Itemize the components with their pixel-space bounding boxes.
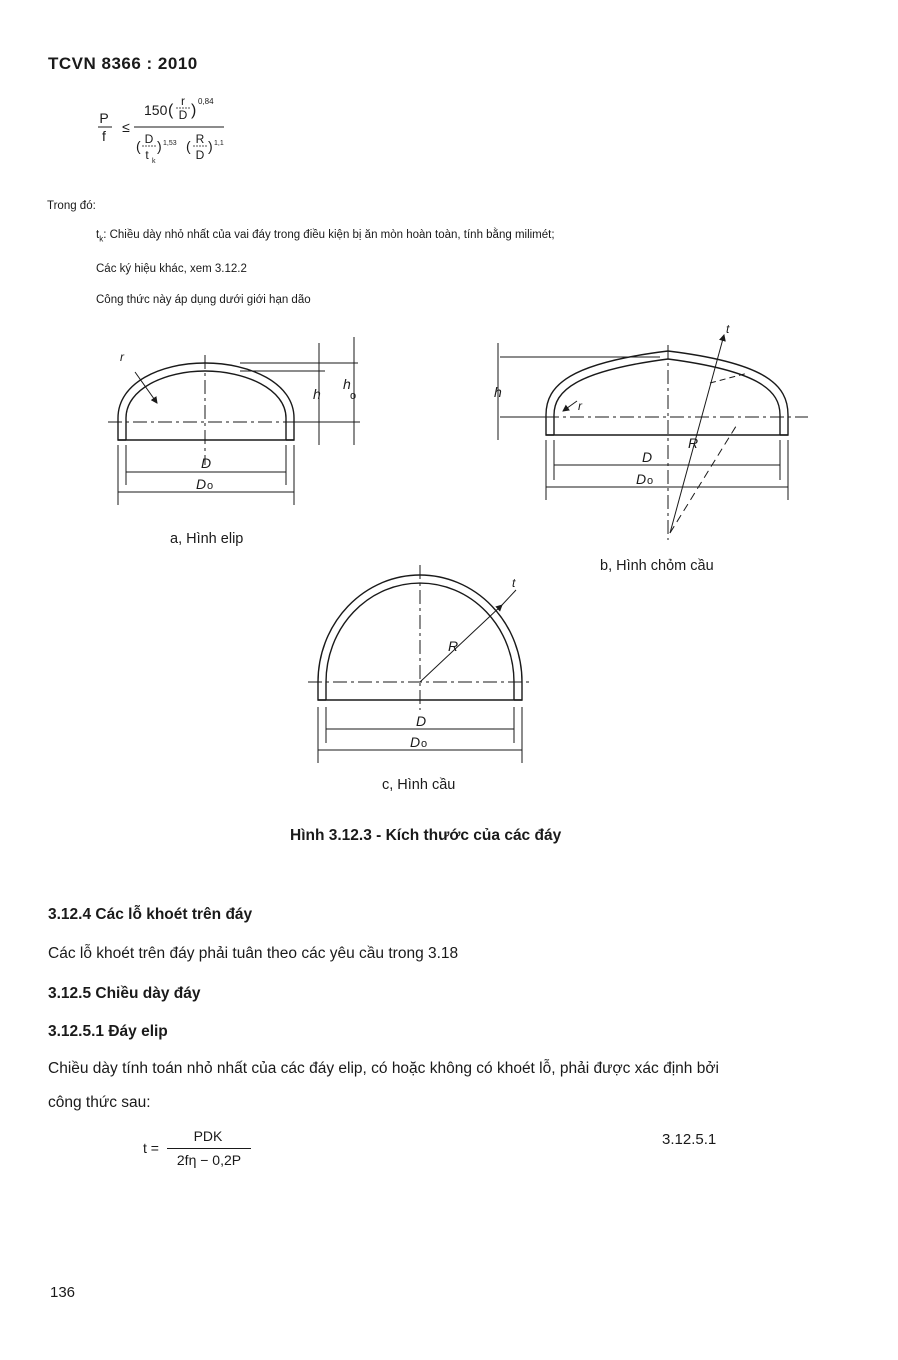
fig-b-R-label: R: [688, 435, 699, 451]
section-3-12-5-1-text-line1: Chiều dày tính toán nhỏ nhất của các đáy elip, có hoặc không có khoét lỗ, phải được xác định bởi: [48, 1060, 719, 1077]
head-dimensions-figure: [0, 315, 898, 835]
tk-symbol: t: [96, 229, 100, 241]
figure-title: Hình 3.12.3 - Kích thước của các đáy: [290, 827, 562, 844]
fig-a-h-label: h: [313, 386, 321, 402]
fig-a-ho-sub: o: [350, 390, 357, 402]
fig-c-Do-label: D: [410, 734, 421, 750]
fig-a-r-label: r: [120, 350, 124, 364]
tk-sub: k: [99, 234, 104, 244]
fig-b-t-label: t: [726, 322, 730, 336]
fig-b-D-label: D: [642, 449, 653, 465]
section-3-12-5-1-heading: 3.12.5.1 Đáy elip: [48, 1023, 168, 1040]
svg-text:(: (: [168, 102, 174, 119]
fig-a-Do-sub: o: [207, 480, 214, 492]
fig-c-Do-sub: o: [421, 738, 428, 750]
tk-definition: [96, 229, 555, 243]
figure-a-ellipsoidal-head: [108, 337, 360, 505]
formula-num-exp: 0,84: [198, 97, 214, 106]
formula-t-bar: [167, 1148, 251, 1149]
section-3-12-5-1-text-line2: công thức sau:: [48, 1094, 151, 1111]
section-3-12-5-heading: 3.12.5 Chiều dày đáy: [48, 985, 201, 1002]
formula-num-inner-den: D: [178, 108, 188, 122]
formula-num-coef: 150: [144, 102, 168, 118]
formula-applicability: Công thức này áp dụng dưới giới hạn dão: [96, 294, 311, 306]
fig-b-Do-label: D: [636, 471, 647, 487]
creep-limit-formula: [90, 85, 290, 175]
formula-den-b-den: D: [195, 148, 205, 162]
tk-desc: : Chiều dày nhỏ nhất của vai đáy trong điều kiện bị ăn mòn hoàn toàn, tính bằng milimét;: [103, 229, 555, 241]
formula-den-b-exp: 1,1: [214, 140, 224, 147]
svg-text:(: (: [186, 138, 191, 154]
formula-den-a-den-sub: k: [152, 158, 156, 165]
ellipsoidal-thickness-formula: [143, 1128, 263, 1178]
page-number: 136: [50, 1284, 76, 1301]
caption-a: a, Hình elip: [170, 531, 244, 547]
formula-t-num: PDK: [193, 1128, 223, 1144]
formula-num-inner-num: r: [181, 94, 185, 108]
formula-lhs-den: f: [102, 128, 106, 144]
svg-text:): ): [191, 102, 197, 119]
formula-lhs-num: P: [99, 110, 109, 126]
figure-b-torispherical-head: [498, 335, 808, 540]
fig-b-Do-sub: o: [647, 475, 654, 487]
document-header: TCVN 8366 : 2010: [48, 54, 198, 73]
caption-c: c, Hình cầu: [382, 777, 456, 793]
section-3-12-4-heading: 3.12.4 Các lỗ khoét trên đáy: [48, 906, 253, 923]
fig-c-t-label: t: [512, 576, 516, 590]
formula-number: 3.12.5.1: [662, 1131, 717, 1148]
fig-c-D-label: D: [416, 713, 427, 729]
formula-relation: ≤: [122, 119, 130, 135]
where-intro: Trong đó:: [47, 200, 96, 212]
other-symbols-note: Các ký hiệu khác, xem 3.12.2: [96, 263, 247, 275]
formula-t-lhs: t =: [143, 1140, 159, 1156]
caption-b: b, Hình chỏm cầu: [600, 558, 714, 574]
formula-den-a-exp: 1,53: [163, 140, 177, 147]
fig-c-R-label: R: [448, 638, 459, 654]
fig-b-r-label: r: [578, 399, 582, 413]
svg-text:): ): [208, 138, 213, 154]
formula-den-a-num: D: [144, 132, 154, 146]
fig-b-h-label: h: [494, 384, 502, 400]
fig-a-D-label: D: [201, 455, 212, 471]
fig-a-ho-label: h: [343, 376, 351, 392]
svg-text:(: (: [136, 138, 141, 154]
formula-den-b-num: R: [195, 132, 205, 146]
section-3-12-4-text: Các lỗ khoét trên đáy phải tuân theo các yêu cầu trong 3.18: [48, 945, 459, 962]
formula-t-den: 2fη − 0,2P: [176, 1152, 242, 1168]
formula-den-a-den: t: [145, 148, 149, 162]
fig-a-Do-label: D: [196, 476, 207, 492]
svg-text:): ): [157, 138, 162, 154]
